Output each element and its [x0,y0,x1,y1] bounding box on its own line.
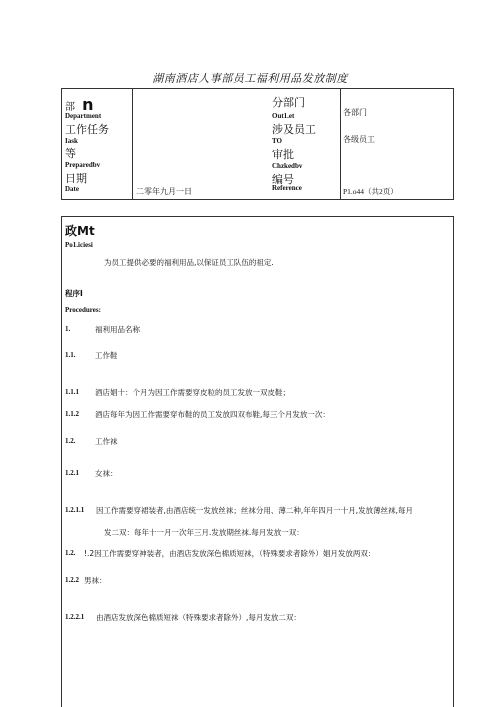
outlet-label: 分部门 [272,96,305,109]
item-number: 1.2. [65,549,76,557]
policy-heading-en: Po1.iciesi [65,241,93,249]
page-title: 湖南酒店人事部员工福利用品发放制度 [152,72,348,85]
procedures-heading: 程序I [65,289,83,298]
task-en-label: Iask [65,137,78,145]
reference-en-label: Reference [272,184,302,192]
item-text: !.2因工作需要穿神装者，由酒店发放深色棉质短袜，（特殊要求者除外）娼月发放两双： [84,549,376,558]
item-number: 1. [65,325,71,333]
department-label: 部 n [65,95,94,114]
outlet-en-label: Out1.et [272,112,295,120]
header-info-table [61,88,454,200]
item-text: 工作鞋 [95,351,118,360]
item-text: 女袜： [95,469,118,478]
column-divider [132,89,133,199]
date-en-label: Date [65,185,79,193]
policy-heading: 政Mt [65,224,95,238]
item-number: 1.2.2.1 [65,613,85,621]
to-label: 涉及员工 [272,123,316,136]
prepared-label: 等 [65,147,76,160]
item-text: 酒店娼十：个月为因工作需要穿皮粒的员工发放一双皮鞋； [95,388,290,397]
item-number: 1.2.2 [65,576,79,584]
item-text: 因工作需要穿裙装者,由酒店统一发放丝袜；丝袜分用、薄二种,年年四月一十月,发放薄丝袜,每月 [96,506,414,515]
item-text: 由酒店发放深色棉质短袜（特殊要求者除外）,每月发放二双： [96,613,301,622]
to-en-label: TO [272,137,282,145]
item-text: 酒店每年为因工作需要穿布鞋的员工发放四双布鞋,每三个月发放一次： [95,410,330,419]
column-divider [340,89,341,199]
checked-en-label: Chzkedbv [272,162,303,170]
item-number: 1.1.1 [65,388,79,396]
item-text: 福利用品名称 [95,325,140,334]
date-label: 日期 [65,172,87,185]
item-number: 1.1. [65,351,76,359]
page-number: P1.o44（共2页） [343,187,398,196]
checked-label: 审批 [272,148,294,161]
item-text: 男袜： [84,576,107,585]
item-number: 1.2.1.1 [65,506,85,514]
policy-procedure-box [61,216,454,707]
procedures-heading-en: Procedures: [65,306,101,314]
task-label: 工作任务 [65,123,109,136]
item-text-continued: 发二双：每年十一月一次年三月.发放期丝袜.每月发放一双： [104,528,304,537]
item-number: 1.2. [65,437,76,445]
reference-label: 编号 [272,173,294,186]
policy-text: 为员工提供必要的福利用品,以保证员工队伍的祖定. [104,258,274,267]
outlet-value: 各部门 [343,108,367,117]
date-value: 二零年九月一日 [136,187,192,196]
item-number: 1.1.2 [65,410,79,418]
item-number: 1.2.1 [65,469,79,477]
department-en-label: Department [65,112,102,120]
item-text: 工作袜 [95,437,118,446]
prepared-en-label: Preparedbv [65,161,101,169]
to-value: 各级员工 [343,135,375,144]
